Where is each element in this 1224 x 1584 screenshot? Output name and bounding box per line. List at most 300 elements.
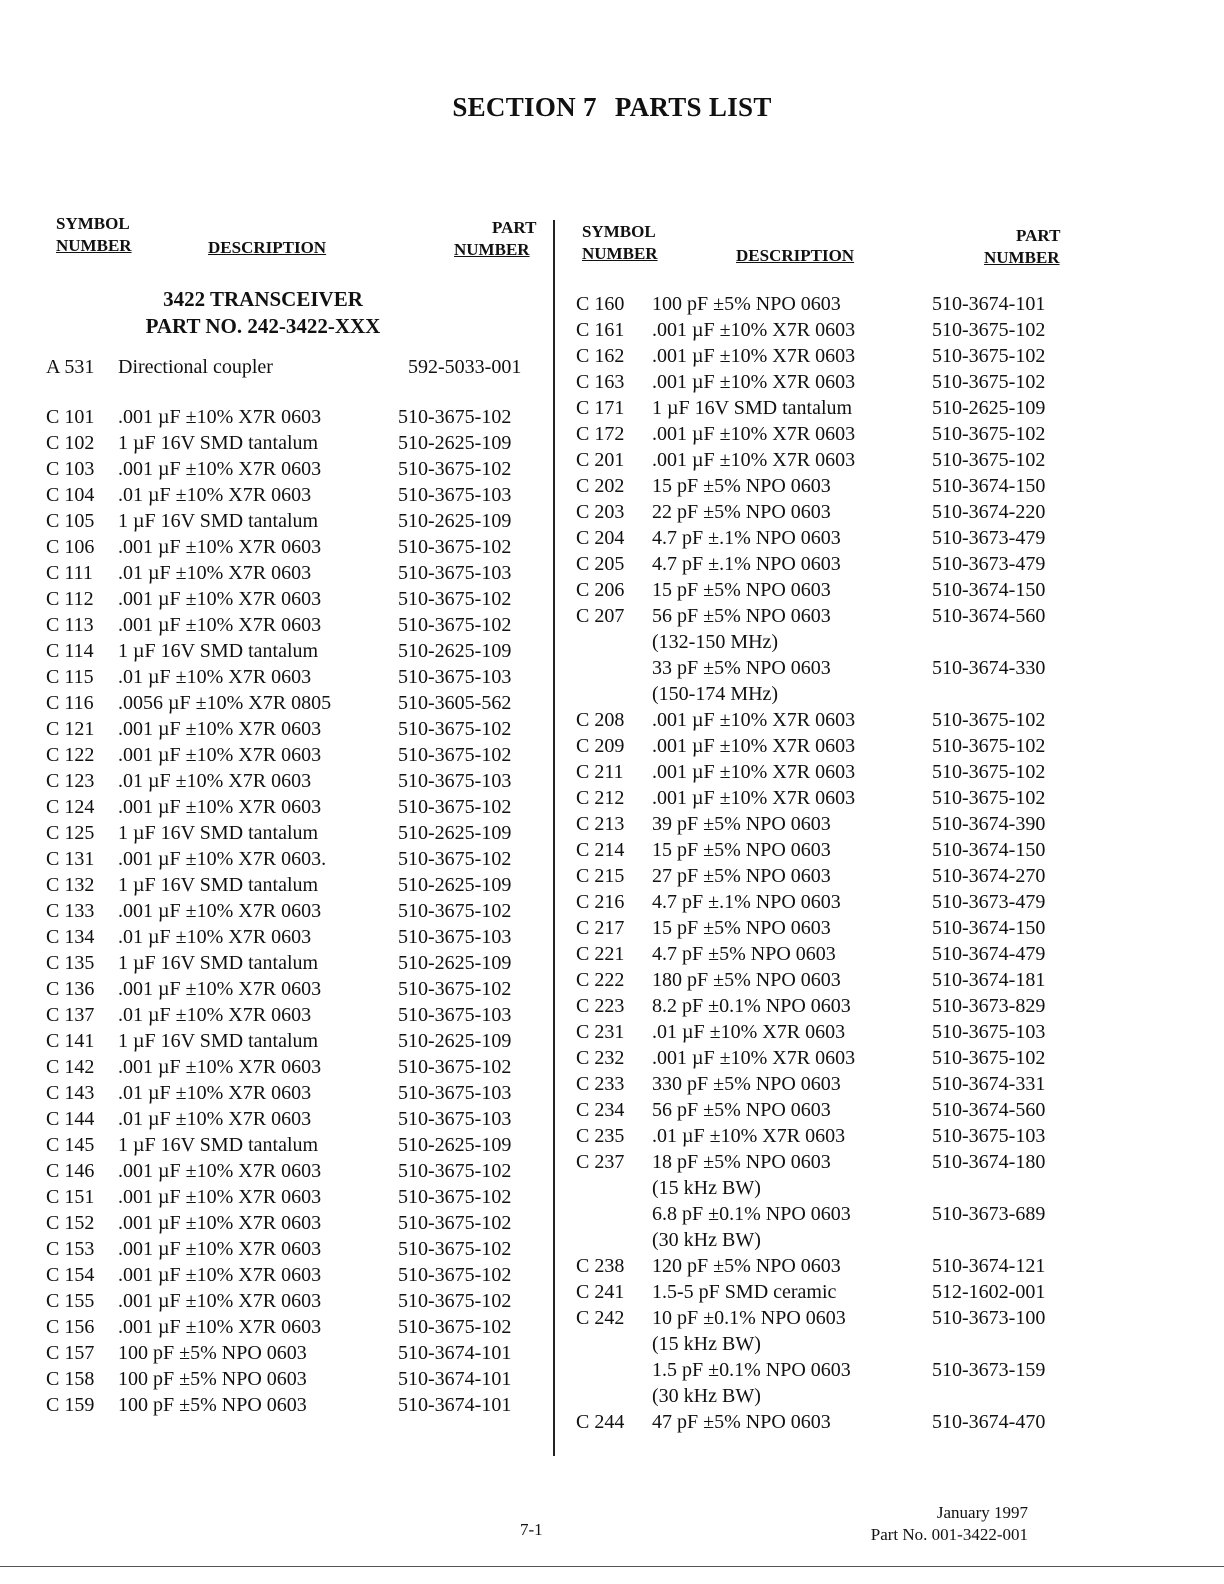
parts-row [566,707,1068,733]
part-number: 510-3675-102 [398,1160,512,1182]
part-description: .01 µF ±10% X7R 0603 [118,562,312,584]
part-number: 510-3675-103 [398,926,512,948]
symbol-number: C 103 [46,458,95,480]
parts-row [42,638,534,664]
part-description: .001 µF ±10% X7R 0603 [652,423,856,445]
symbol-number: C 104 [46,484,95,506]
part-description: .001 µF ±10% X7R 0603 [118,978,322,1000]
parts-row [42,976,534,1002]
symbol-number: C 153 [46,1238,95,1260]
part-description: 1 µF 16V SMD tantalum [118,1030,319,1052]
symbol-number: C 106 [46,536,95,558]
symbol-number: C 159 [46,1394,95,1416]
part-description: .001 µF ±10% X7R 0603 [652,319,856,341]
part-number: 510-3675-102 [398,458,512,480]
part-number: 510-3675-102 [398,796,512,818]
part-description: 15 pF ±5% NPO 0603 [652,579,831,601]
part-description: 15 pF ±5% NPO 0603 [652,475,831,497]
parts-row [42,534,534,560]
part-number: 510-3675-102 [398,848,512,870]
symbol-number: C 234 [576,1099,625,1121]
parts-row [42,716,534,742]
part-number: 510-3673-829 [932,995,1046,1017]
part-description: 1.5-5 pF SMD ceramic [652,1281,837,1303]
part-description: .001 µF ±10% X7R 0603 [118,536,322,558]
part-description: 4.7 pF ±5% NPO 0603 [652,943,836,965]
symbol-number: C 209 [576,735,625,757]
left-column-header [42,214,537,274]
parts-row [42,1288,534,1314]
parts-row [42,1184,534,1210]
right-parts-list [566,291,1068,1435]
parts-row [42,742,534,768]
parts-row [42,872,534,898]
parts-row [566,317,1068,343]
part-description: 100 pF ±5% NPO 0603 [118,1342,307,1364]
left-column [42,214,537,1418]
parts-row [566,499,1068,525]
left-parts-list [42,404,534,1418]
parts-row [566,343,1068,369]
symbol-number: C 112 [46,588,94,610]
symbol-number: C 137 [46,1004,95,1026]
symbol-number: C 231 [576,1021,625,1043]
part-description: 1 µF 16V SMD tantalum [118,874,319,896]
symbol-number: C 144 [46,1108,95,1130]
parts-row [566,1045,1068,1071]
part-number: 510-3673-100 [932,1307,1046,1329]
part-description: .0056 µF ±10% X7R 0805 [118,692,332,714]
parts-row [42,950,534,976]
part-description: 47 pF ±5% NPO 0603 [652,1411,831,1433]
parts-row [566,447,1068,473]
part-number: 510-3675-103 [398,666,512,688]
parts-row [42,612,534,638]
symbol-number: C 222 [576,969,625,991]
symbol-number: C 151 [46,1186,95,1208]
parts-row [42,820,534,846]
symbol-number: C 115 [46,666,94,688]
part-number: 510-3675-102 [932,709,1046,731]
part-number: 510-3675-102 [398,406,512,428]
part-number: 510-3673-479 [932,891,1046,913]
part-number: 510-3674-150 [932,917,1046,939]
part-description: .01 µF ±10% X7R 0603 [118,484,312,506]
parts-row [42,1210,534,1236]
part-number: 510-3675-103 [398,770,512,792]
parts-row [42,354,534,380]
parts-row [566,1123,1068,1149]
symbol-number: C 156 [46,1316,95,1338]
part-description: (30 kHz BW) [652,1229,761,1251]
parts-row [566,1149,1068,1175]
parts-row [566,369,1068,395]
symbol-header: SYMBOL [582,222,656,241]
symbol-number: C 142 [46,1056,95,1078]
parts-row [42,430,534,456]
symbol-number: C 124 [46,796,95,818]
parts-row [42,1392,534,1418]
parts-row [566,915,1068,941]
part-number: 510-3673-479 [932,527,1046,549]
page-title [0,92,1224,123]
part-number: 510-3675-102 [398,744,512,766]
symbol-number: C 207 [576,605,625,627]
symbol-number: C 241 [576,1281,625,1303]
parts-row [566,681,1068,707]
parts-row [42,560,534,586]
bottom-rule [0,1566,1224,1567]
part-number: 510-3675-102 [932,345,1046,367]
part-description: 4.7 pF ±.1% NPO 0603 [652,527,841,549]
symbol-number: C 232 [576,1047,625,1069]
part-description: 1 µF 16V SMD tantalum [118,432,319,454]
parts-row [566,1071,1068,1097]
part-description: 8.2 pF ±0.1% NPO 0603 [652,995,851,1017]
symbol-number: C 162 [576,345,625,367]
part-number: 510-3674-330 [932,657,1046,679]
part-description: .01 µF ±10% X7R 0603 [118,1108,312,1130]
document-info [850,1502,1028,1546]
symbol-number: C 244 [576,1411,625,1433]
parts-row [566,733,1068,759]
part-description: .001 µF ±10% X7R 0603 [652,735,856,757]
part-number: 510-2625-109 [398,510,512,532]
part-description: .001 µF ±10% X7R 0603 [118,718,322,740]
part-number: 510-3675-102 [932,449,1046,471]
part-number: 510-3673-479 [932,553,1046,575]
part-description: .01 µF ±10% X7R 0603 [652,1021,846,1043]
number-header: NUMBER [56,236,132,255]
part-description: (150-174 MHz) [652,683,779,705]
parts-row [42,586,534,612]
symbol-number: C 134 [46,926,95,948]
part-description: .001 µF ±10% X7R 0603 [118,900,322,922]
part-description: .001 µF ±10% X7R 0603 [118,588,322,610]
parts-row [566,785,1068,811]
parts-row [566,1331,1068,1357]
symbol-number: C 237 [576,1151,625,1173]
document-part-number: Part No. 001-3422-001 [870,1525,1028,1544]
parts-row [42,482,534,508]
parts-row [42,924,534,950]
parts-row [42,404,534,430]
symbol-number: C 161 [576,319,625,341]
parts-row [566,1305,1068,1331]
part-description: .001 µF ±10% X7R 0603 [118,1316,322,1338]
parts-row [566,759,1068,785]
symbol-number: C 102 [46,432,95,454]
symbol-number: C 105 [46,510,95,532]
symbol-number: C 122 [46,744,95,766]
parts-row [42,768,534,794]
parts-row [566,1357,1068,1383]
symbol-number: C 143 [46,1082,95,1104]
parts-row [566,421,1068,447]
part-number: 510-3675-102 [398,718,512,740]
symbol-number: C 123 [46,770,95,792]
symbol-number: C 155 [46,1290,95,1312]
part-description: .001 µF ±10% X7R 0603 [652,345,856,367]
symbol-number: C 206 [576,579,625,601]
part-description: 330 pF ±5% NPO 0603 [652,1073,841,1095]
parts-row [42,1054,534,1080]
part-number: 510-2625-109 [398,1030,512,1052]
part-description: 100 pF ±5% NPO 0603 [118,1368,307,1390]
part-description: .001 µF ±10% X7R 0603 [652,1047,856,1069]
parts-row [566,1019,1068,1045]
part-number: 510-3675-102 [398,1316,512,1338]
parts-row [566,889,1068,915]
part-number: 510-3675-102 [932,761,1046,783]
part-description: Directional coupler [118,356,273,378]
part-number: 510-3674-150 [932,475,1046,497]
part-number: 510-3675-102 [398,978,512,1000]
right-column-header [566,214,1068,274]
part-description: 100 pF ±5% NPO 0603 [118,1394,307,1416]
symbol-number: C 131 [46,848,95,870]
parts-row [42,1158,534,1184]
parts-row [566,291,1068,317]
parts-row [566,1253,1068,1279]
part-description: .001 µF ±10% X7R 0603 [118,458,322,480]
part-description: (15 kHz BW) [652,1333,761,1355]
section-subheading [42,286,534,340]
parts-row [566,863,1068,889]
part-description: .001 µF ±10% X7R 0603 [118,1290,322,1312]
part-number: 510-3675-102 [398,1186,512,1208]
symbol-number: C 157 [46,1342,95,1364]
part-description: .001 µF ±10% X7R 0603 [118,1186,322,1208]
parts-row [566,525,1068,551]
symbol-number: A 531 [46,356,95,378]
parts-row [42,1106,534,1132]
parts-row [566,395,1068,421]
parts-row [42,794,534,820]
part-description: .01 µF ±10% X7R 0603 [118,1004,312,1026]
part-number: 512-1602-001 [932,1281,1046,1303]
part-number: 510-3675-102 [398,1238,512,1260]
part-header: PART [492,218,537,237]
part-number: 592-5033-001 [408,356,522,378]
part-number: 510-3675-102 [398,1264,512,1286]
part-description: .01 µF ±10% X7R 0603 [118,926,312,948]
symbol-number: C 216 [576,891,625,913]
symbol-number: C 101 [46,406,95,428]
parts-row [566,1383,1068,1409]
parts-row [42,1366,534,1392]
part-number: 510-3674-470 [932,1411,1046,1433]
symbol-number: C 208 [576,709,625,731]
part-number: 510-3675-103 [932,1125,1046,1147]
part-description: 27 pF ±5% NPO 0603 [652,865,831,887]
symbol-number: C 212 [576,787,625,809]
part-description: .001 µF ±10% X7R 0603 [652,709,856,731]
parts-row [566,1201,1068,1227]
part-number: 510-3675-102 [932,735,1046,757]
part-description: 1 µF 16V SMD tantalum [118,952,319,974]
part-description: .01 µF ±10% X7R 0603 [118,666,312,688]
part-header: PART [1016,226,1061,245]
description-header: DESCRIPTION [736,246,855,265]
part-number: 510-3675-103 [398,1108,512,1130]
part-number: 510-3675-102 [932,1047,1046,1069]
parts-row [566,1409,1068,1435]
part-number: 510-3674-181 [932,969,1046,991]
page-number: 7-1 [520,1520,543,1539]
part-number: 510-3674-101 [398,1368,512,1390]
part-description: .01 µF ±10% X7R 0603 [118,1082,312,1104]
parts-row [42,690,534,716]
parts-row [566,1279,1068,1305]
part-number: 510-3674-479 [932,943,1046,965]
part-number: 510-3674-560 [932,605,1046,627]
parts-row [566,551,1068,577]
symbol-number: C 172 [576,423,625,445]
part-description: .01 µF ±10% X7R 0603 [652,1125,846,1147]
part-description: 180 pF ±5% NPO 0603 [652,969,841,991]
part-number: 510-3675-103 [398,562,512,584]
part-description: 22 pF ±5% NPO 0603 [652,501,831,523]
part-number: 510-3674-121 [932,1255,1046,1277]
part-number: 510-3674-331 [932,1073,1046,1095]
part-number: 510-3675-102 [398,1290,512,1312]
part-description: .001 µF ±10% X7R 0603 [652,787,856,809]
symbol-number: C 235 [576,1125,625,1147]
symbol-number: C 116 [46,692,94,714]
part-number: 510-3675-102 [398,1212,512,1234]
section-name: PARTS LIST [614,92,772,122]
part-number: 510-3675-103 [398,1082,512,1104]
subheading-line-2: PART NO. 242-3422-XXX [145,314,381,338]
symbol-number: C 136 [46,978,95,1000]
document-date: January 1997 [936,1503,1028,1522]
part-description: 1 µF 16V SMD tantalum [118,822,319,844]
parts-row [566,837,1068,863]
part-number: 510-3675-103 [932,1021,1046,1043]
part-number: 510-3675-103 [398,1004,512,1026]
part-description: 100 pF ±5% NPO 0603 [652,293,841,315]
part-number-header: NUMBER [984,248,1060,267]
parts-row [42,456,534,482]
part-number: 510-3675-102 [932,319,1046,341]
part-number: 510-2625-109 [398,822,512,844]
part-number: 510-3675-102 [932,371,1046,393]
part-description: .001 µF ±10% X7R 0603 [652,449,856,471]
part-number: 510-3674-180 [932,1151,1046,1173]
part-number: 510-3674-150 [932,579,1046,601]
part-number: 510-3674-101 [398,1342,512,1364]
parts-row [566,941,1068,967]
part-description: .001 µF ±10% X7R 0603 [118,744,322,766]
part-description: 33 pF ±5% NPO 0603 [652,657,831,679]
part-number: 510-3674-390 [932,813,1046,835]
part-description: 1.5 pF ±0.1% NPO 0603 [652,1359,851,1381]
symbol-number: C 214 [576,839,625,861]
part-description: 15 pF ±5% NPO 0603 [652,917,831,939]
part-number: 510-3675-102 [398,1056,512,1078]
parts-row [42,1080,534,1106]
symbol-number: C 121 [46,718,95,740]
part-description: 1 µF 16V SMD tantalum [118,640,319,662]
part-number: 510-2625-109 [398,432,512,454]
parts-row [566,1175,1068,1201]
part-number: 510-3674-101 [932,293,1046,315]
part-description: .001 µF ±10% X7R 0603 [118,614,322,636]
symbol-number: C 152 [46,1212,95,1234]
parts-row [566,811,1068,837]
part-number: 510-3674-150 [932,839,1046,861]
symbol-number: C 171 [576,397,625,419]
symbol-number: C 113 [46,614,94,636]
parts-row [42,1132,534,1158]
part-number: 510-2625-109 [398,1134,512,1156]
part-number: 510-3675-102 [932,423,1046,445]
parts-row [566,993,1068,1019]
part-description: 4.7 pF ±.1% NPO 0603 [652,891,841,913]
part-description: (30 kHz BW) [652,1385,761,1407]
parts-row [42,1236,534,1262]
part-description: .001 µF ±10% X7R 0603 [118,796,322,818]
part-number: 510-3675-102 [398,614,512,636]
part-number: 510-3675-102 [398,588,512,610]
symbol-number: C 132 [46,874,95,896]
symbol-number: C 217 [576,917,625,939]
parts-row [42,1028,534,1054]
part-number: 510-2625-109 [398,952,512,974]
part-description: 56 pF ±5% NPO 0603 [652,605,831,627]
part-description: .001 µF ±10% X7R 0603 [652,371,856,393]
part-description: 39 pF ±5% NPO 0603 [652,813,831,835]
symbol-number: C 160 [576,293,625,315]
symbol-number: C 223 [576,995,625,1017]
symbol-number: C 154 [46,1264,95,1286]
symbol-number: C 146 [46,1160,95,1182]
part-description: .001 µF ±10% X7R 0603 [118,1212,322,1234]
symbol-number: C 133 [46,900,95,922]
parts-row [566,577,1068,603]
parts-row [42,508,534,534]
parts-row [566,603,1068,629]
symbol-number: C 135 [46,952,95,974]
symbol-number: C 202 [576,475,625,497]
parts-row [42,846,534,872]
part-description: 6.8 pF ±0.1% NPO 0603 [652,1203,851,1225]
symbol-number: C 238 [576,1255,625,1277]
part-description: .001 µF ±10% X7R 0603 [118,1238,322,1260]
symbol-number: C 141 [46,1030,95,1052]
parts-row [42,1340,534,1366]
part-description: (15 kHz BW) [652,1177,761,1199]
subheading-line-1: 3422 TRANSCEIVER [163,287,363,311]
part-description: 1 µF 16V SMD tantalum [118,510,319,532]
parts-row [566,1227,1068,1253]
parts-row [42,1314,534,1340]
part-number-header: NUMBER [454,240,530,259]
symbol-number: C 114 [46,640,94,662]
part-description: .001 µF ±10% X7R 0603. [118,848,327,870]
part-description: .001 µF ±10% X7R 0603 [118,1264,322,1286]
symbol-number: C 215 [576,865,625,887]
part-description: .001 µF ±10% X7R 0603 [652,761,856,783]
symbol-header: SYMBOL [56,214,130,233]
symbol-number: C 145 [46,1134,95,1156]
part-description: 10 pF ±0.1% NPO 0603 [652,1307,846,1329]
part-number: 510-3674-101 [398,1394,512,1416]
part-description: .001 µF ±10% X7R 0603 [118,1056,322,1078]
parts-row [42,898,534,924]
parts-row [566,473,1068,499]
